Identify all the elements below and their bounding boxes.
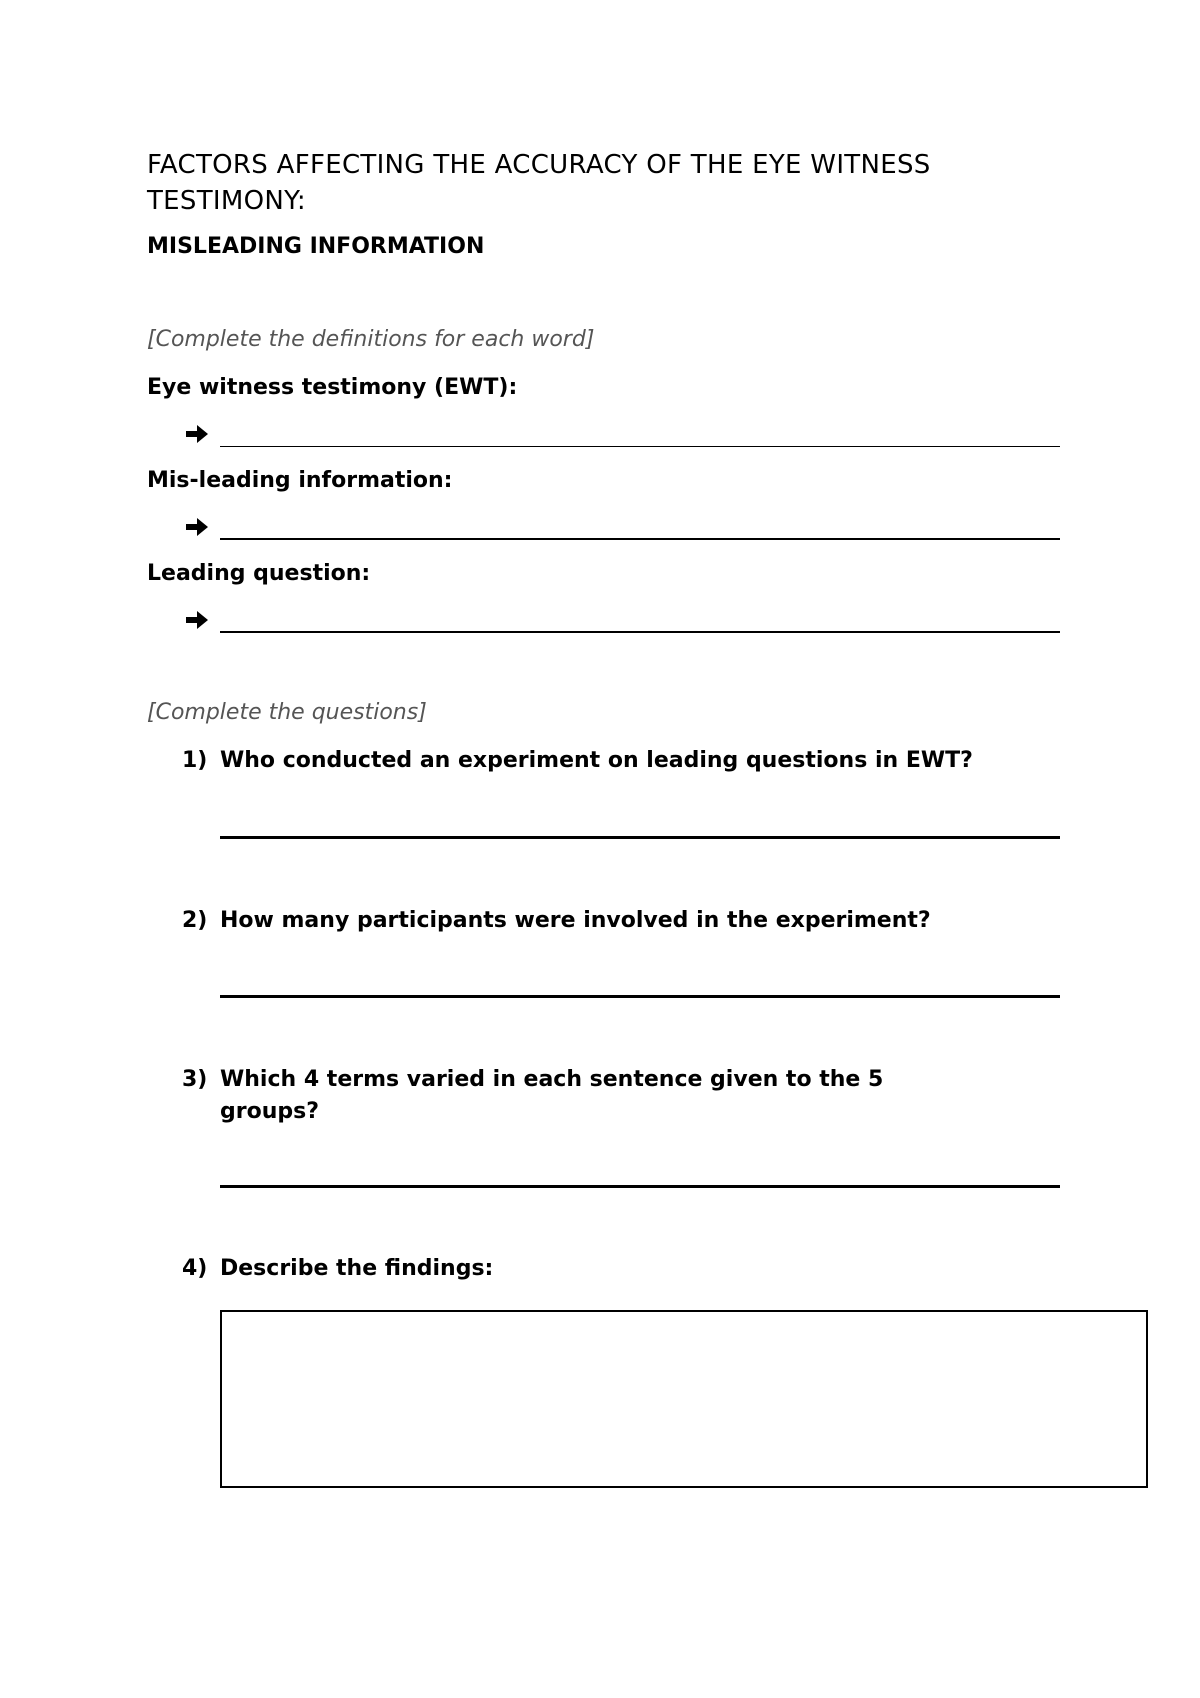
section-subtitle: MISLEADING INFORMATION [147,234,485,259]
term-answer-line-leading-question[interactable] [220,631,1060,633]
question-3-answer-line[interactable] [220,1185,1060,1188]
question-number: 1) [182,748,208,773]
term-answer-line-ewt[interactable] [220,446,1060,447]
question-1 [182,745,1082,777]
page-title: FACTORS AFFECTING THE ACCURACY OF THE EYE WITNESS TESTIMONY: [147,150,931,216]
question-number: 3) [182,1067,208,1092]
question-number: 2) [182,908,208,933]
question-1-answer-line[interactable] [220,836,1060,839]
definitions-instruction: [Complete the definitions for each word] [147,327,595,352]
question-2 [182,905,1082,937]
term-answer-line-misleading-information[interactable] [220,538,1060,540]
question-3 [182,1064,942,1128]
questions-instruction: [Complete the questions] [147,700,427,725]
question-text: Describe the findings: [220,1256,494,1281]
question-4 [182,1253,1082,1285]
question-text: Which 4 terms varied in each sentence given to the 5 groups? [220,1067,884,1124]
question-number: 4) [182,1256,208,1281]
question-text: How many participants were involved in the experiment? [220,908,931,933]
term-label-misleading-information: Mis-leading information: [147,468,453,493]
arrow-right-icon [184,609,210,631]
question-2-answer-line[interactable] [220,995,1060,998]
arrow-right-icon [184,516,210,538]
term-label-leading-question: Leading question: [147,561,371,586]
question-text: Who conducted an experiment on leading questions in EWT? [220,748,973,773]
arrow-right-icon [184,423,210,445]
findings-answer-box[interactable] [220,1310,1148,1488]
term-label-ewt: Eye witness testimony (EWT): [147,375,518,400]
